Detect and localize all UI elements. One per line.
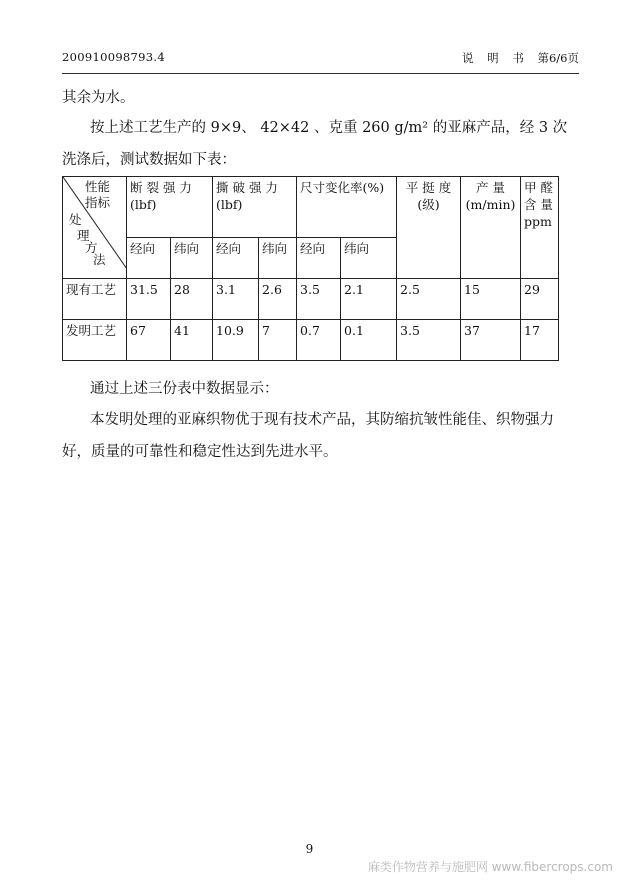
paragraph-remainder-water: 其余为水。 bbox=[62, 90, 135, 106]
paragraph-conclusion: 本发明处理的亚麻织物优于现有技术产品，其防缩抗皱性能佳、织物强力好，质量的可靠性和稳定性达到先进水平。 bbox=[62, 412, 554, 460]
cell-break-warp: 31.5 bbox=[127, 279, 171, 320]
corner-label-char: 方 bbox=[85, 240, 98, 255]
header-rule bbox=[62, 73, 579, 74]
cell-dim-warp: 0.7 bbox=[297, 320, 341, 361]
row-method: 发明工艺 bbox=[63, 320, 127, 361]
table-corner-cell bbox=[63, 177, 127, 279]
header-output: 产 量 (m/min) bbox=[461, 177, 521, 279]
cell-dim-weft: 0.1 bbox=[341, 320, 397, 361]
sub-warp: 经向 bbox=[127, 238, 171, 279]
header-breaking-strength: 断 裂 强 力 (lbf) bbox=[127, 177, 213, 238]
page-number: 9 bbox=[305, 842, 314, 856]
corner-label-char: 处 bbox=[69, 212, 82, 227]
cell-tear-weft: 7 bbox=[259, 320, 297, 361]
header-tearing-strength: 撕 破 强 力 (lbf) bbox=[213, 177, 297, 238]
header-title-page: 说 明 书 第6/6页 bbox=[462, 51, 579, 65]
cell-break-weft: 28 bbox=[171, 279, 213, 320]
watermark: 麻类作物营养与施肥网 www.fibercrops.com bbox=[367, 860, 613, 874]
cell-dim-warp: 3.5 bbox=[297, 279, 341, 320]
corner-label-char: 法 bbox=[93, 252, 106, 267]
row-method: 现有工艺 bbox=[63, 279, 127, 320]
test-data-table bbox=[62, 176, 559, 361]
sub-warp: 经向 bbox=[297, 238, 341, 279]
header-dimension-change: 尺寸变化率(%) bbox=[297, 177, 397, 238]
header-formaldehyde: 甲 醛 含 量 ppm bbox=[521, 177, 559, 279]
sub-weft: 纬向 bbox=[171, 238, 213, 279]
cell-output: 15 bbox=[461, 279, 521, 320]
cell-output: 37 bbox=[461, 320, 521, 361]
cell-flatness: 3.5 bbox=[397, 320, 461, 361]
cell-formaldehyde: 29 bbox=[521, 279, 559, 320]
header-flatness: 平 挺 度 (级) bbox=[397, 177, 461, 279]
table-row bbox=[63, 279, 559, 320]
sub-weft: 纬向 bbox=[341, 238, 397, 279]
table-row bbox=[63, 320, 559, 361]
sub-warp: 经向 bbox=[213, 238, 259, 279]
corner-label-indicator: 性能 指标 bbox=[85, 179, 111, 210]
paragraph-data-shows: 通过上述三份表中数据显示： bbox=[90, 381, 279, 397]
cell-tear-warp: 10.9 bbox=[213, 320, 259, 361]
cell-flatness: 2.5 bbox=[397, 279, 461, 320]
cell-tear-warp: 3.1 bbox=[213, 279, 259, 320]
cell-break-weft: 41 bbox=[171, 320, 213, 361]
cell-formaldehyde: 17 bbox=[521, 320, 559, 361]
patent-number: 200910098793.4 bbox=[62, 50, 165, 64]
cell-break-warp: 67 bbox=[127, 320, 171, 361]
cell-dim-weft: 2.1 bbox=[341, 279, 397, 320]
sub-weft: 纬向 bbox=[259, 238, 297, 279]
paragraph-test-intro: 按上述工艺生产的 9×9、 42×42 、克重 260 g/m² 的亚麻产品，经 3 次洗涤后，测试数据如下表： bbox=[62, 120, 568, 168]
cell-tear-weft: 2.6 bbox=[259, 279, 297, 320]
corner-label-char: 理 bbox=[77, 228, 90, 243]
